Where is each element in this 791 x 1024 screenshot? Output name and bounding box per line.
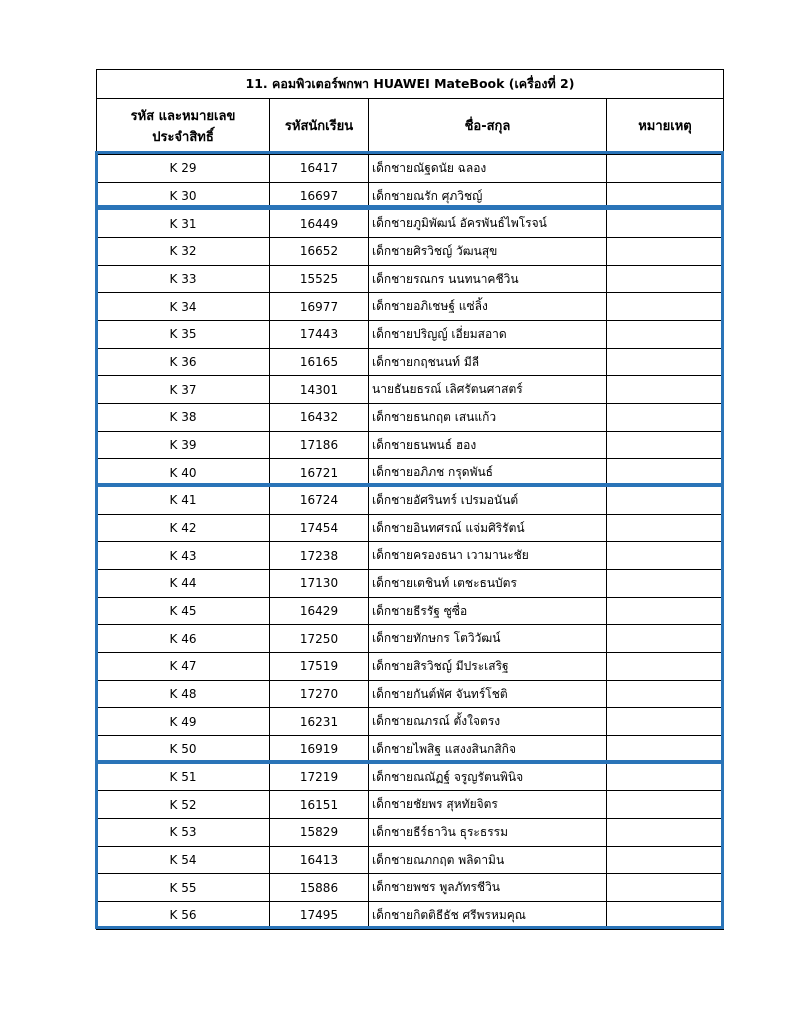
table-row [97,210,724,238]
cell-name: เด็กชายณรัก ศุภวิชญ์ [369,182,607,210]
table-row [97,542,724,570]
cell-name: เด็กชายอัศรินทร์ เปรมอนันต์ [369,487,607,515]
table-row [97,431,724,459]
cell-name: เด็กชายกันต์พัศ จันทร์โชติ [369,680,607,708]
table-row [97,238,724,266]
cell-note [607,431,724,459]
table-row [97,680,724,708]
table-row [97,459,724,487]
cell-code: K 29 [97,155,270,183]
cell-code: K 45 [97,597,270,625]
table-row [97,321,724,349]
cell-code: K 42 [97,514,270,542]
cell-name: เด็กชายปริญญ์ เอี่ยมสอาด [369,321,607,349]
header-name: ชื่อ-สกุล [369,99,607,155]
cell-code: K 34 [97,293,270,321]
cell-code: K 51 [97,763,270,791]
cell-code: K 35 [97,321,270,349]
cell-note [607,182,724,210]
cell-code: K 40 [97,459,270,487]
device-assignment-sheet [96,69,723,930]
cell-name: เด็กชายณภกฤต พลิดามิน [369,846,607,874]
cell-student-id: 16432 [270,404,369,432]
cell-note [607,321,724,349]
cell-name: เด็กชายครองธนา เวามานะชัย [369,542,607,570]
cell-name: เด็กชายเตชินท์ เตชะธนบัตร [369,570,607,598]
cell-student-id: 17454 [270,514,369,542]
cell-name: เด็กชายณัฐดนัย ฉลอง [369,155,607,183]
table-row [97,708,724,736]
table-row [97,846,724,874]
cell-student-id: 17519 [270,653,369,681]
header-student-id: รหัสนักเรียน [270,99,369,155]
cell-code: K 54 [97,846,270,874]
cell-student-id: 15886 [270,874,369,902]
cell-name: เด็กชายสิรวิชญ์ มีประเสริฐ [369,653,607,681]
cell-student-id: 17219 [270,763,369,791]
cell-note [607,265,724,293]
cell-note [607,708,724,736]
cell-note [607,348,724,376]
cell-student-id: 16977 [270,293,369,321]
cell-name: เด็กชายกฤชนนท์ มีลี [369,348,607,376]
cell-note [607,680,724,708]
header-note: หมายเหตุ [607,99,724,155]
cell-code: K 50 [97,736,270,764]
table-row [97,791,724,819]
cell-code: K 53 [97,819,270,847]
cell-name: เด็กชายธนกฤต เสนแก้ว [369,404,607,432]
cell-student-id: 16724 [270,487,369,515]
table-row [97,376,724,404]
cell-code: K 39 [97,431,270,459]
cell-name: เด็กชายรณกร นนทนาคชีวิน [369,265,607,293]
cell-name: นายธันยธรณ์ เลิศรัตนศาสตร์ [369,376,607,404]
cell-code: K 43 [97,542,270,570]
cell-student-id: 15525 [270,265,369,293]
cell-student-id: 16165 [270,348,369,376]
cell-note [607,874,724,902]
cell-name: เด็กชายทักษกร โตวิวัฒน์ [369,625,607,653]
cell-note [607,846,724,874]
cell-code: K 52 [97,791,270,819]
table-row [97,182,724,210]
cell-student-id: 17250 [270,625,369,653]
table-row [97,625,724,653]
cell-student-id: 16652 [270,238,369,266]
cell-note [607,514,724,542]
cell-name: เด็กชายกิตติธีธัช ศรีพรหมคุณ [369,902,607,930]
cell-student-id: 16449 [270,210,369,238]
cell-name: เด็กชายธีร์ธาวิน ธุระธรรม [369,819,607,847]
cell-code: K 44 [97,570,270,598]
cell-name: เด็กชายไพสิฐ แสงงสินกสิกิจ [369,736,607,764]
cell-code: K 36 [97,348,270,376]
cell-student-id: 16429 [270,597,369,625]
cell-note [607,487,724,515]
table-row [97,514,724,542]
cell-student-id: 16417 [270,155,369,183]
table-row [97,763,724,791]
cell-note [607,459,724,487]
cell-student-id: 15829 [270,819,369,847]
cell-student-id: 17443 [270,321,369,349]
cell-note [607,238,724,266]
cell-note [607,902,724,930]
table-row [97,819,724,847]
cell-code: K 38 [97,404,270,432]
table-row [97,902,724,930]
table-row [97,155,724,183]
cell-name: เด็กชายธีรรัฐ ซูซื่อ [369,597,607,625]
table-title: 11. คอมพิวเตอร์พกพา HUAWEI MateBook (เครื่องที่ 2) [97,70,724,99]
header-code-line1: รหัส และหมายเลข [130,108,236,124]
cell-name: เด็กชายณณัฏฐ์ จรูญรัตนพินิจ [369,763,607,791]
cell-student-id: 16413 [270,846,369,874]
cell-note [607,376,724,404]
cell-name: เด็กชายภูมิพัฒน์ อัครพันธ์ไพโรจน์ [369,210,607,238]
table-row [97,404,724,432]
cell-note [607,404,724,432]
table-body [97,155,724,930]
cell-code: K 56 [97,902,270,930]
table-row [97,653,724,681]
cell-note [607,791,724,819]
cell-note [607,763,724,791]
cell-name: เด็กชายอภิภช กรุดพันธ์ [369,459,607,487]
cell-code: K 47 [97,653,270,681]
cell-code: K 49 [97,708,270,736]
table-row [97,487,724,515]
cell-note [607,293,724,321]
cell-code: K 46 [97,625,270,653]
cell-note [607,155,724,183]
cell-note [607,597,724,625]
cell-note [607,542,724,570]
cell-student-id: 14301 [270,376,369,404]
cell-code: K 31 [97,210,270,238]
cell-name: เด็กชายธนพนธ์ ฮอง [369,431,607,459]
cell-student-id: 17495 [270,902,369,930]
cell-name: เด็กชายณภรณ์ ตั้งใจตรง [369,708,607,736]
cell-note [607,625,724,653]
cell-student-id: 16721 [270,459,369,487]
header-code-line2: ประจำสิทธิ์ [152,129,214,145]
cell-name: เด็กชายอินทศรณ์ แจ่มศิริรัตน์ [369,514,607,542]
cell-student-id: 16151 [270,791,369,819]
cell-name: เด็กชายศิรวิชญ์ วัฒนสุข [369,238,607,266]
table-row [97,265,724,293]
table-row [97,736,724,764]
cell-note [607,736,724,764]
cell-student-id: 17270 [270,680,369,708]
assignment-table [96,69,724,930]
table-row [97,348,724,376]
cell-code: K 37 [97,376,270,404]
header-code [97,99,270,155]
cell-code: K 55 [97,874,270,902]
cell-note [607,653,724,681]
table-row [97,597,724,625]
cell-name: เด็กชายพชร พูลภัทรชีวิน [369,874,607,902]
table-row [97,293,724,321]
cell-code: K 48 [97,680,270,708]
cell-note [607,570,724,598]
cell-student-id: 17186 [270,431,369,459]
cell-code: K 33 [97,265,270,293]
cell-code: K 32 [97,238,270,266]
table-row [97,570,724,598]
cell-student-id: 16919 [270,736,369,764]
cell-note [607,210,724,238]
cell-code: K 30 [97,182,270,210]
cell-name: เด็กชายชัยพร สุหทัยจิตร [369,791,607,819]
cell-student-id: 16231 [270,708,369,736]
cell-student-id: 16697 [270,182,369,210]
cell-code: K 41 [97,487,270,515]
table-row [97,874,724,902]
cell-student-id: 17238 [270,542,369,570]
cell-note [607,819,724,847]
cell-student-id: 17130 [270,570,369,598]
cell-name: เด็กชายอภิเชษฐ์ แซ่ลิ้ง [369,293,607,321]
